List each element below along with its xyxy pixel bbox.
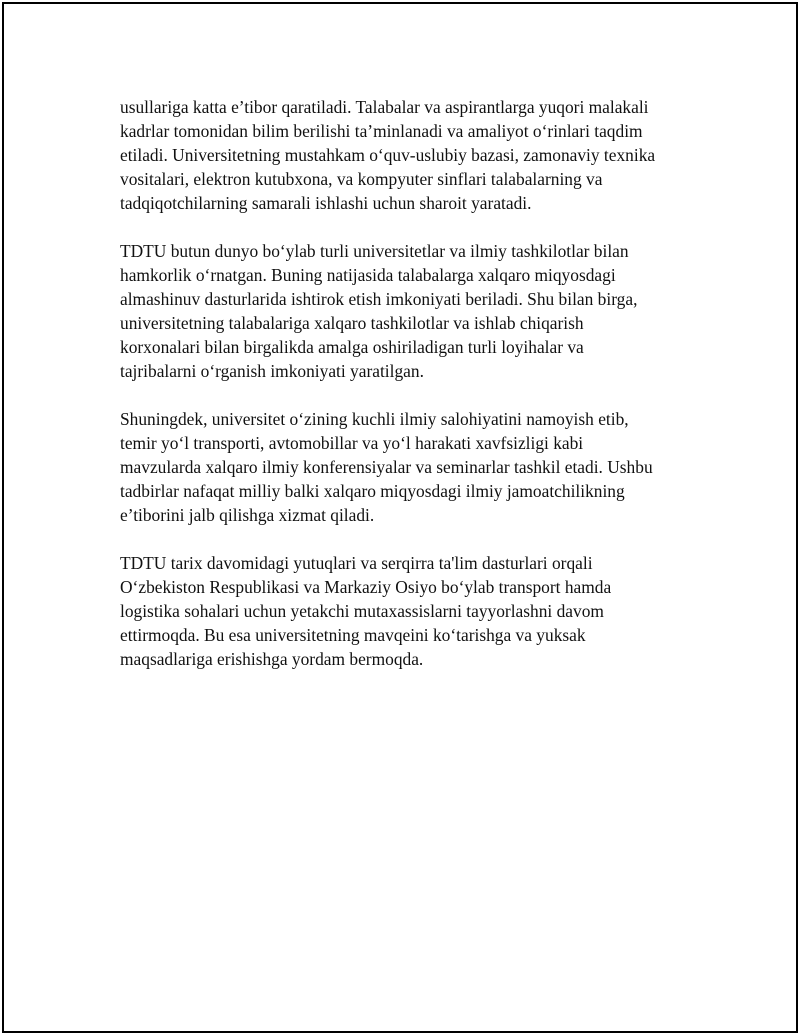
paragraph-1 <box>120 95 710 215</box>
text-line: etiladi. Universitetning mustahkam o‘quv-uslubiy bazasi, zamonaviy texnika <box>120 145 656 165</box>
paragraph-3 <box>120 407 710 527</box>
text-line: usullariga katta e’tibor qaratiladi. Talabalar va aspirantlarga yuqori malakali <box>120 97 649 117</box>
text-line: TDTU tarix davomidagi yutuqlari va serqirra ta'lim dasturlari orqali <box>120 553 593 573</box>
text-line: tadbirlar nafaqat milliy balki xalqaro miqyosdagi ilmiy jamoatchilikning <box>120 481 625 501</box>
paragraph-4 <box>120 551 710 671</box>
text-line: Shuningdek, universitet o‘zining kuchli ilmiy salohiyatini namoyish etib, <box>120 409 629 429</box>
text-line: ettirmoqda. Bu esa universitetning mavqeini ko‘tarishga va yuksak <box>120 625 586 645</box>
text-line: temir yo‘l transporti, avtomobillar va yo‘l harakati xavfsizligi kabi <box>120 433 584 453</box>
text-line: kadrlar tomonidan bilim berilishi ta’minlanadi va amaliyot o‘rinlari taqdim <box>120 121 643 141</box>
text-line: mavzularda xalqaro ilmiy konferensiyalar va seminarlar tashkil etadi. Ushbu <box>120 457 653 477</box>
page-frame <box>2 2 798 1033</box>
text-line: tajribalarni o‘rganish imkoniyati yaratilgan. <box>120 361 424 381</box>
text-line: almashinuv dasturlarida ishtirok etish imkoniyati beriladi. Shu bilan birga, <box>120 289 638 309</box>
text-line: hamkorlik o‘rnatgan. Buning natijasida talabalarga xalqaro miqyosdagi <box>120 265 616 285</box>
text-line: logistika sohalari uchun yetakchi mutaxassislarni tayyorlashni davom <box>120 601 604 621</box>
text-line: TDTU butun dunyo bo‘ylab turli universitetlar va ilmiy tashkilotlar bilan <box>120 241 629 261</box>
text-line: vositalari, elektron kutubxona, va kompyuter sinflari talabalarning va <box>120 169 603 189</box>
paragraph-2 <box>120 239 710 383</box>
text-line: O‘zbekiston Respublikasi va Markaziy Osiyo bo‘ylab transport hamda <box>120 577 612 597</box>
text-line: korxonalari bilan birgalikda amalga oshiriladigan turli loyihalar va <box>120 337 584 357</box>
text-line: maqsadlariga erishishga yordam bermoqda. <box>120 649 424 669</box>
text-line: universitetning talabalariga xalqaro tashkilotlar va ishlab chiqarish <box>120 313 584 333</box>
text-line: tadqiqotchilarning samarali ishlashi uchun sharoit yaratadi. <box>120 193 532 213</box>
document-body <box>120 95 710 695</box>
text-line: e’tiborini jalb qilishga xizmat qiladi. <box>120 505 375 525</box>
